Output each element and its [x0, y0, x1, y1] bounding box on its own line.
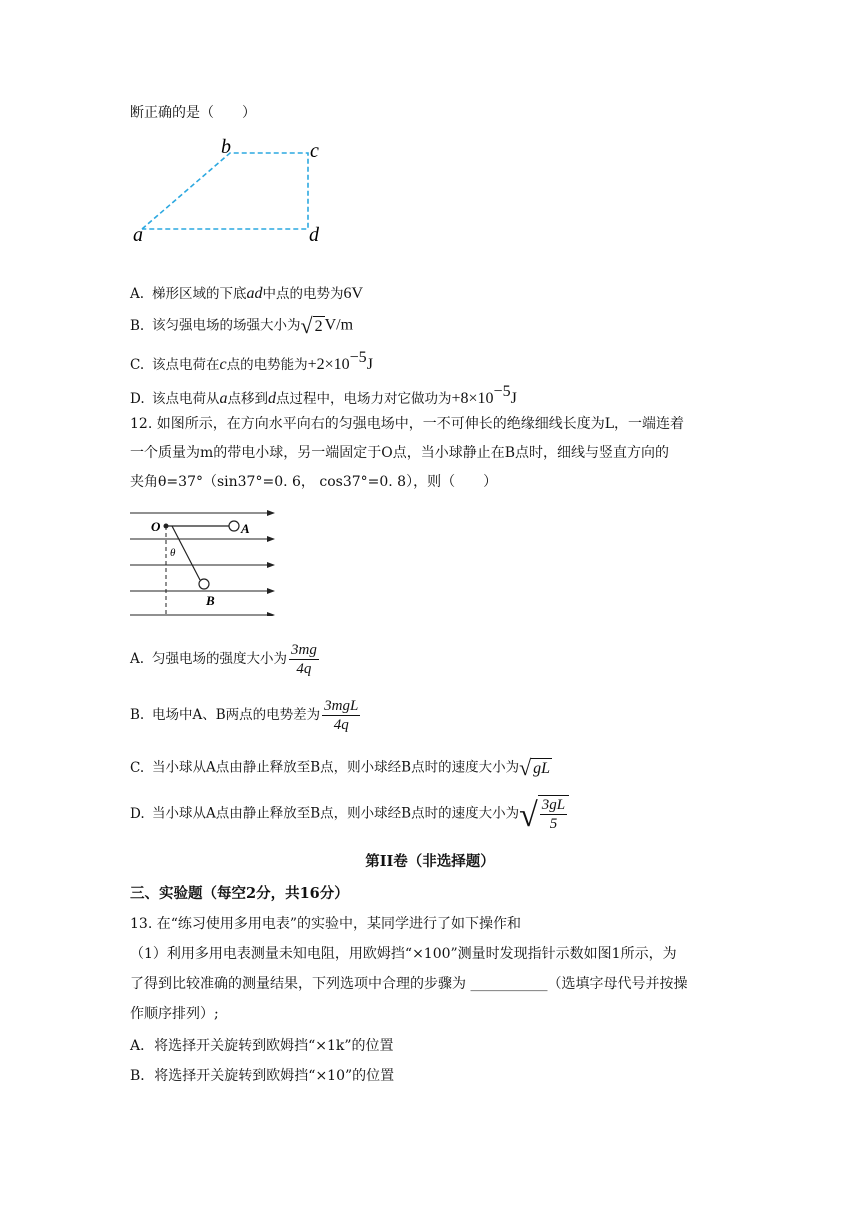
fig-label-a: A [241, 521, 250, 536]
q13-option-b: B．将选择开关旋转到欧姆挡“×10”的位置 [130, 1068, 395, 1084]
fig-label-theta: θ [170, 547, 176, 559]
trap-label-c: c [310, 140, 319, 162]
q12-option-b: B. 电场中A、B两点的电势差为 $\frac{\text{3mgL}}{4q}$ [130, 698, 359, 733]
q11-option-a: A. 梯形区域的下底ad中点的电势为6V [130, 285, 364, 302]
q12-line-2: 一个质量为m的带电小球，另一端固定于O点，当小球静止在B点时，细线与竖直方向的 [130, 445, 670, 461]
pendulum-field-figure [128, 506, 280, 616]
question-intro-tail: 断正确的是（ ） [130, 105, 256, 121]
q13-line-3: 了得到比较准确的测量结果，下列选项中合理的步骤为 ___________（选填字母代号并按操 [130, 976, 688, 992]
trap-label-b: b [221, 136, 231, 158]
trap-label-d: d [309, 224, 319, 246]
section-3-heading: 三、实验题（每空2分，共16分） [130, 885, 349, 902]
q12-option-a: A. 匀强电场的强度大小为 $\frac{3mg}{4q}$ [130, 642, 317, 677]
fig-label-b: B [206, 593, 215, 608]
q11-option-b: B. 该匀强电场的场强大小为 √ 2 V/m [130, 313, 354, 338]
q11-option-d: D. 该点电荷从a点移到d点过程中，电场力对它做功为$+8\times 10^{-5}J$ [130, 383, 517, 407]
q12-option-c: C. 当小球从A点由静止释放至B点，则小球经B点时的速度大小为 √ gL [130, 755, 551, 780]
q12-line-1: 12. 如图所示，在方向水平向右的匀强电场中，一不可伸长的绝缘细线长度为L，一端连着 [130, 416, 685, 432]
q12-line-3: 夹角θ=37°（sin37°=0. 6， cos37°=0. 8），则（ ） [130, 474, 498, 490]
section-ii-title: 第II卷（非选择题） [365, 853, 495, 870]
q13-line-4: 作顺序排列）; [130, 1006, 219, 1022]
q13-line-2: （1）利用多用电表测量未知电阻，用欧姆挡“×100”测量时发现指针示数如图1所示，为 [130, 946, 677, 962]
q13-line-1: 13. 在“练习使用多用电表”的实验中，某同学进行了如下操作和 [130, 916, 522, 932]
trapezoid-figure [128, 136, 338, 248]
trap-label-a: a [133, 224, 143, 246]
q11-option-c: C. 该点电荷在c点的电势能为$+2\times 10^{-5}J$ [130, 349, 373, 373]
fig-label-o: O [151, 519, 161, 534]
q12-option-d: D. 当小球从A点由静止释放至B点，则小球经B点时的速度大小为 √ $\frac{3gL}{5}$ [130, 795, 569, 833]
q13-option-a: A．将选择开关旋转到欧姆挡“×1k”的位置 [130, 1038, 394, 1054]
